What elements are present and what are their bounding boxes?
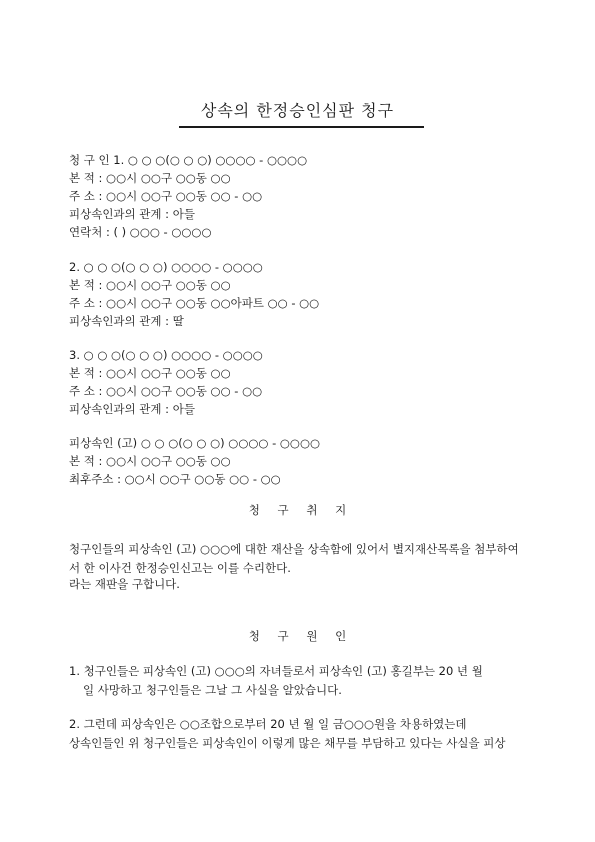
claimant-2-address-line: 주 소 : ○○시 ○○구 ○○동 ○○아파트 ○○ - ○○ (69, 296, 320, 310)
claimant-1-address-line: 주 소 : ○○시 ○○구 ○○동 ○○ - ○○ (69, 189, 263, 203)
cause-item-1: 1. 청구인들은 피상속인 (고) ○○○의 자녀들로서 피상속인 (고) 홍길부는 20 년 월 (69, 664, 483, 678)
claimant-2-name-line: 2. ○ ○ ○(○ ○ ○) ○○○○ - ○○○○ (69, 260, 263, 274)
claimant-1-registry-line: 본 적 : ○○시 ○○구 ○○동 ○○ (69, 171, 231, 185)
claimant-2-relation-line: 피상속인과의 관계 : 딸 (69, 314, 184, 328)
cause-heading: 청 구 원 인 (248, 629, 347, 643)
purpose-text: 청구인들의 피상속인 (고) ○○○에 대한 재산을 상속함에 있어서 별지재산목록을 첨부하여서 한 이사건 한정승인신고는 이를 수리한다. (69, 542, 519, 575)
claimant-2-registry-line: 본 적 : ○○시 ○○구 ○○동 ○○ (69, 278, 231, 292)
cause-item-2: 2. 그런데 피상속인은 ○○조합으로부터 20 년 월 일 금○○○원을 차용하였는데 (69, 717, 467, 731)
claimant-1-contact-line: 연락처 : ( ) ○○○ - ○○○○ (69, 225, 212, 239)
document-title: 상속의 한정승인심판 청구 (200, 101, 395, 120)
claimant-3-relation-line: 피상속인과의 관계 : 아들 (69, 402, 195, 416)
purpose-closing: 라는 재판을 구합니다. (69, 577, 180, 591)
claimant-3-registry-line: 본 적 : ○○시 ○○구 ○○동 ○○ (69, 366, 231, 380)
cause-item-2-continued: 상속인들인 위 청구인들은 피상속인이 이렇게 많은 채무를 부담하고 있다는 사실을 피상 (69, 736, 506, 750)
claimant-3-address-line: 주 소 : ○○시 ○○구 ○○동 ○○ - ○○ (69, 384, 263, 398)
cause-item-1-continued: 일 사망하고 청구인들은 그날 그 사실을 알았습니다. (83, 683, 342, 697)
purpose-heading: 청 구 취 지 (248, 503, 347, 517)
claimant-3-name-line: 3. ○ ○ ○(○ ○ ○) ○○○○ - ○○○○ (69, 348, 263, 362)
claimant-1-relation-line: 피상속인과의 관계 : 아들 (69, 207, 195, 221)
decedent-last-address-line: 최후주소 : ○○시 ○○구 ○○동 ○○ - ○○ (69, 472, 281, 486)
decedent-registry-line: 본 적 : ○○시 ○○구 ○○동 ○○ (69, 454, 231, 468)
title-underline (179, 126, 424, 128)
claimant-1-name-line: 청 구 인 1. ○ ○ ○(○ ○ ○) ○○○○ - ○○○○ (69, 153, 308, 167)
decedent-name-line: 피상속인 (고) ○ ○ ○(○ ○ ○) ○○○○ - ○○○○ (69, 436, 321, 450)
